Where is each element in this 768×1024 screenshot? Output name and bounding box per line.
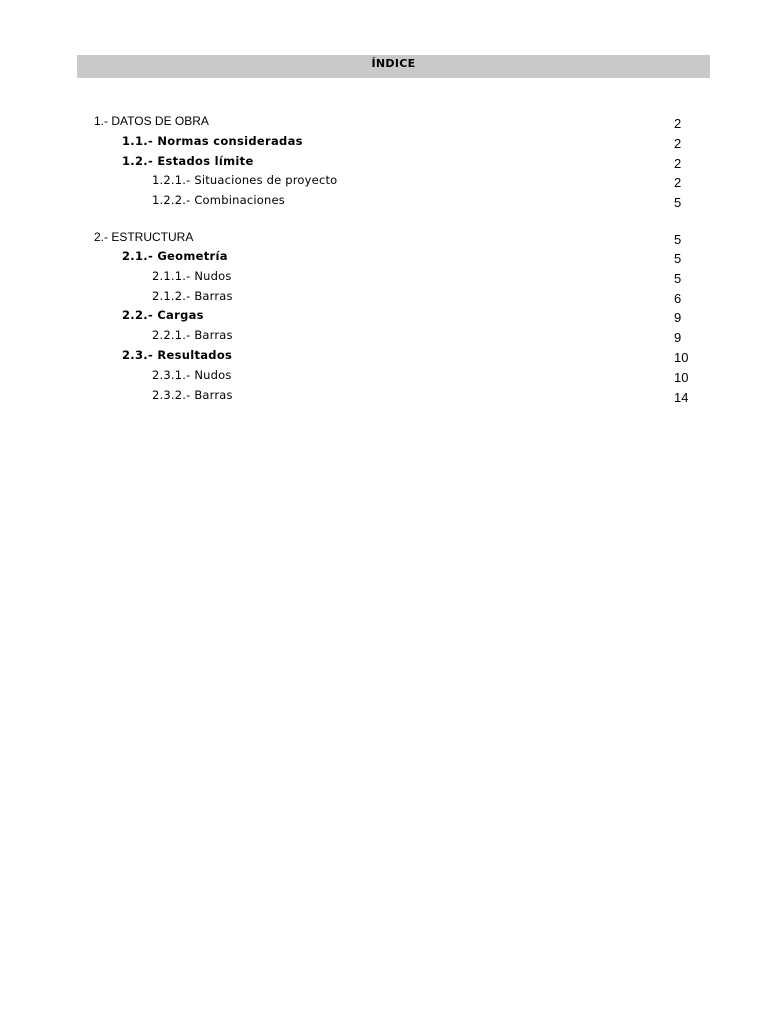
toc-entry-page: 5 [674,232,682,247]
toc-entry-page: 9 [674,330,682,345]
index-title: ÍNDICE [371,57,416,70]
toc-entry-label: 2.- ESTRUCTURA [94,230,194,244]
toc-entry-label: 2.1.2.- Barras [152,289,233,303]
toc-entry-page: 2 [674,156,682,171]
toc-entry-page: 5 [674,251,682,266]
toc-entry-label: 2.2.1.- Barras [152,328,233,342]
toc-entry-page: 10 [674,370,689,385]
toc-entry-page: 5 [674,195,682,210]
toc-entry-estados-limite[interactable] [0,154,768,174]
toc-entry-datos-de-obra[interactable] [0,114,768,134]
index-title-bar [77,55,710,78]
toc-entry-resultados[interactable] [0,348,768,368]
toc-entry-resultados-barras[interactable] [0,388,768,408]
toc-entry-cargas-barras[interactable] [0,328,768,348]
toc-entry-page: 6 [674,291,682,306]
toc-entry-geometria[interactable] [0,249,768,269]
toc-entry-geometria-nudos[interactable] [0,269,768,289]
toc-entry-estructura[interactable] [0,230,768,250]
toc-entry-label: 2.1.1.- Nudos [152,269,232,283]
toc-entry-page: 14 [674,390,689,405]
toc-entry-label: 2.3.2.- Barras [152,388,233,402]
toc-entry-page: 2 [674,116,682,131]
toc-entry-label: 1.2.1.- Situaciones de proyecto [152,173,338,187]
toc-entry-label: 2.2.- Cargas [122,308,204,322]
toc-entry-geometria-barras[interactable] [0,289,768,309]
toc-entry-combinaciones[interactable] [0,193,768,213]
toc-entry-page: 5 [674,271,682,286]
toc-entry-normas-consideradas[interactable] [0,134,768,154]
toc-entry-page: 2 [674,175,682,190]
toc-entry-label: 2.1.- Geometría [122,249,228,263]
toc-entry-resultados-nudos[interactable] [0,368,768,388]
toc-entry-label: 2.3.- Resultados [122,348,233,362]
toc-entry-label: 2.3.1.- Nudos [152,368,232,382]
toc-entry-page: 9 [674,310,682,325]
toc-entry-label: 1.- DATOS DE OBRA [94,114,209,128]
toc-entry-situaciones-de-proyecto[interactable] [0,173,768,193]
toc-entry-label: 1.1.- Normas consideradas [122,134,303,148]
toc-entry-label: 1.2.- Estados límite [122,154,254,168]
toc-entry-page: 2 [674,136,682,151]
toc-entry-label: 1.2.2.- Combinaciones [152,193,285,207]
toc-entry-page: 10 [674,350,689,365]
toc-entry-cargas[interactable] [0,308,768,328]
